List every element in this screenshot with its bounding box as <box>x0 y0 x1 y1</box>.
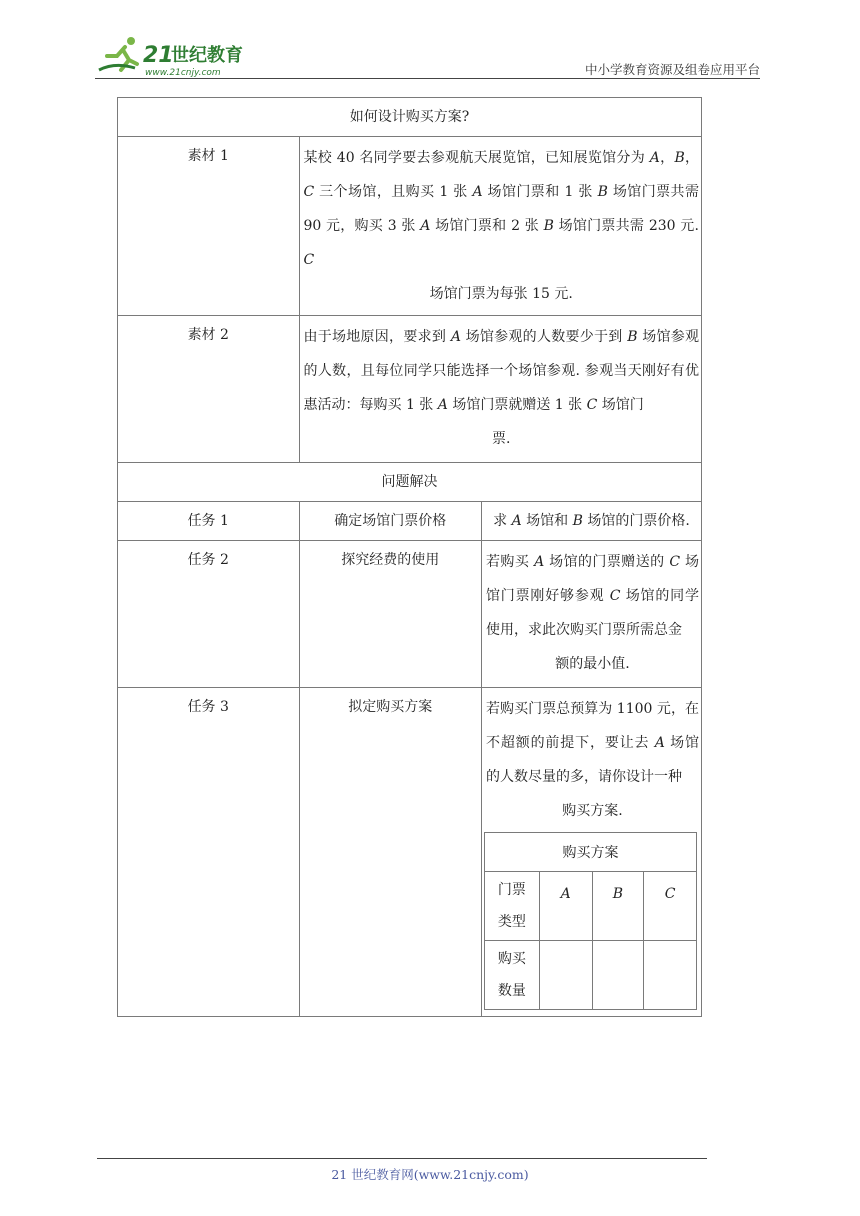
material1-label: 素材 1 <box>118 137 300 316</box>
material1-text: 某校 40 名同学要去参观航天展览馆，已知展览馆分为 A，B，C 三个场馆，且购买 1 张 A 场馆门票和 1 张 B 场馆门票共需 90 元，购买 3 张 A 场馆门票和 2 张 B 场馆门票共需 230 元. C 场馆门票为每张 15 元. <box>299 137 702 316</box>
task3-desc: 若购买门票总预算为 1100 元，在不超额的前提下，要让去 A 场馆的人数尽量的多，请你设计一种 购买方案. 购买方案 门票类型 A B C 购买数量 <box>482 688 702 1017</box>
header-platform-text: 中小学教育资源及组卷应用平台 <box>584 62 760 77</box>
plan-col-a: A <box>539 872 592 941</box>
footer-link[interactable]: 21 世纪教育网(www.21cnjy.com) <box>331 1167 529 1182</box>
page-header <box>95 32 760 80</box>
worksheet-table <box>117 97 702 1017</box>
material2-text: 由于场地原因，要求到 A 场馆参观的人数要少于到 B 场馆参观的人数，且每位同学只能选择一个场馆参观. 参观当天刚好有优惠活动：每购买 1 张 A 场馆门票就赠送 1 张 C 场馆门 票. <box>299 316 702 463</box>
task3-row <box>118 688 702 1017</box>
svg-text:世纪教育: 世纪教育 <box>171 45 243 66</box>
task1-name: 确定场馆门票价格 <box>299 502 482 541</box>
task2-row <box>118 541 702 688</box>
task3-label: 任务 3 <box>118 688 300 1017</box>
plan-qty-a[interactable] <box>539 941 592 1010</box>
plan-row-ticket-type: 门票类型 <box>485 872 540 941</box>
plan-table-title: 购买方案 <box>485 833 697 872</box>
task2-name: 探究经费的使用 <box>299 541 482 688</box>
running-man-icon <box>99 37 137 70</box>
svg-text:www.21cnjy.com: www.21cnjy.com <box>145 68 221 78</box>
task2-desc: 若购买 A 场馆的门票赠送的 C 场馆门票刚好够参观 C 场馆的同学使用，求此次购买门票所需总金 额的最小值. <box>482 541 702 688</box>
plan-col-b: B <box>592 872 644 941</box>
material2-label: 素材 2 <box>118 316 300 463</box>
material1-row <box>118 137 702 316</box>
section2-title-row <box>118 463 702 502</box>
svg-text:21: 21 <box>143 43 174 68</box>
header-divider <box>95 78 760 79</box>
plan-col-c: C <box>644 872 697 941</box>
purchase-plan-table <box>484 832 697 1010</box>
title-row <box>118 98 702 137</box>
section2-title: 问题解决 <box>118 463 702 502</box>
task1-row <box>118 502 702 541</box>
task1-desc: 求 A 场馆和 B 场馆的门票价格. <box>482 502 702 541</box>
table-title: 如何设计购买方案? <box>118 98 702 137</box>
plan-qty-c[interactable] <box>644 941 697 1010</box>
material2-row <box>118 316 702 463</box>
task3-name: 拟定购买方案 <box>299 688 482 1017</box>
plan-qty-b[interactable] <box>592 941 644 1010</box>
task1-label: 任务 1 <box>118 502 300 541</box>
plan-row-quantity: 购买数量 <box>485 941 540 1010</box>
footer-divider <box>97 1158 707 1159</box>
task2-label: 任务 2 <box>118 541 300 688</box>
site-logo <box>95 34 270 78</box>
